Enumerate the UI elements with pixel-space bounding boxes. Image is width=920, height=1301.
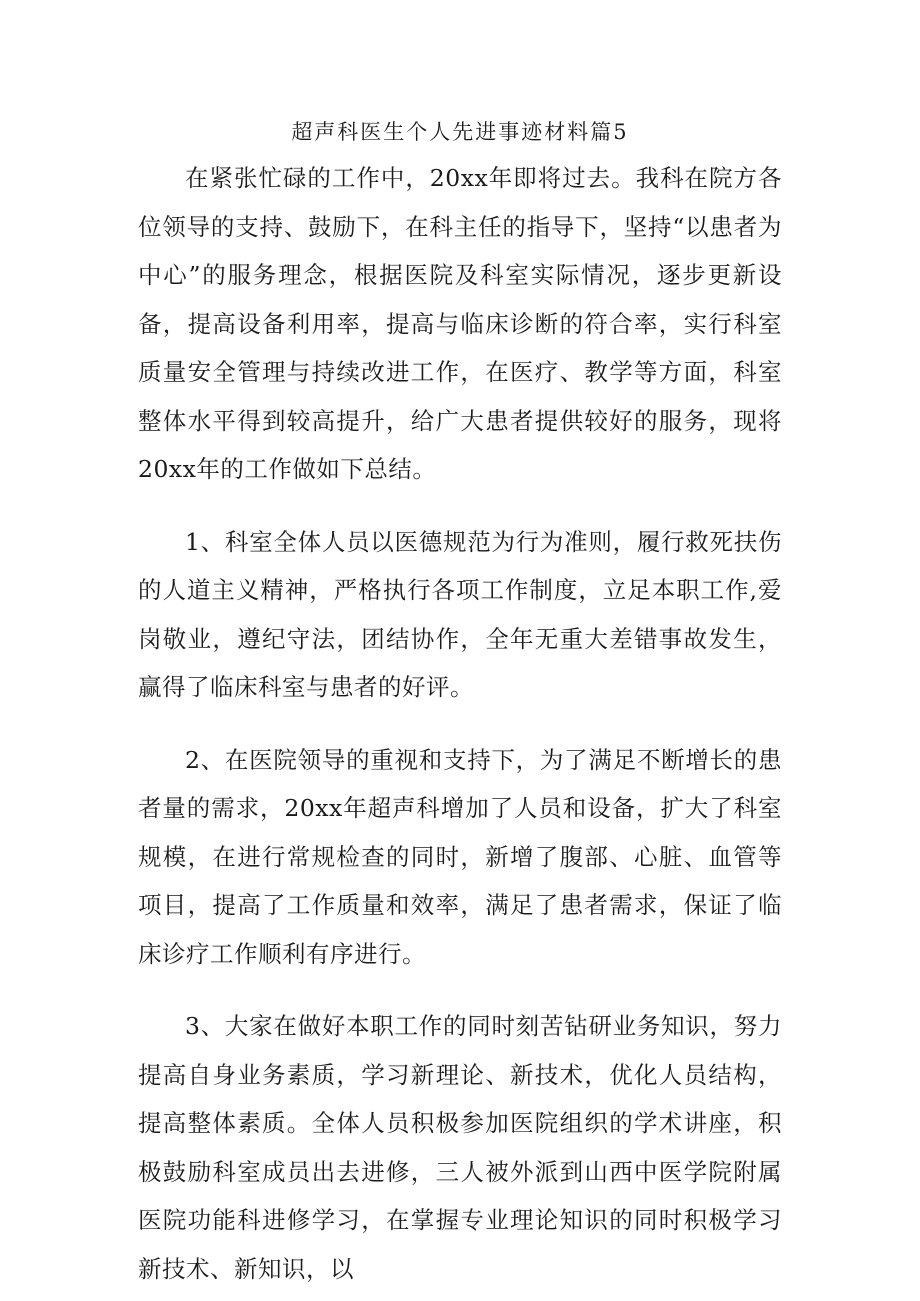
document-title: 超声科医生个人先进事迹材料篇5	[291, 120, 629, 144]
paragraph-item-1: 1、科室全体人员以医德规范为行为准则，履行救死扶伤的人道主义精神，严格执行各项工作制度，立足本职工作,爱岗敬业，遵纪守法，团结协作，全年无重大差错事故发生，赢得了临床科室与患者的好评。	[138, 527, 782, 701]
paragraph-intro: 在紧张忙碌的工作中，20xx年即将过去。我科在院方各位领导的支持、鼓励下，在科主任的指导下，坚持“以患者为中心”的服务理念，根据医院及科室实际情况，逐步更新设备，提高设备利用率，提高与临床诊断的符合率，实行科室质量安全管理与持续改进工作，在医疗、教学等方面，科室整体水平得到较高提升，给广大患者提供较好的服务，现将20xx年的工作做如下总结。	[138, 164, 782, 483]
paragraph-item-3: 3、大家在做好本职工作的同时刻苦钻研业务知识，努力提高自身业务素质，学习新理论、新技术，优化人员结构，提高整体素质。全体人员积极参加医院组织的学术讲座，积极鼓励科室成员出去进修，三人被外派到山西中医学院附属医院功能科进修学习，在掌握专业理论知识的同时积极学习新技术、新知识，以	[138, 1012, 782, 1283]
paragraph-item-2: 2、在医院领导的重视和支持下，为了满足不断增长的患者量的需求，20xx年超声科增加了人员和设备，扩大了科室规模，在进行常规检查的同时，新增了腹部、心脏、血管等项目，提高了工作质量和效率，满足了患者需求，保证了临床诊疗工作顺利有序进行。	[138, 745, 782, 968]
